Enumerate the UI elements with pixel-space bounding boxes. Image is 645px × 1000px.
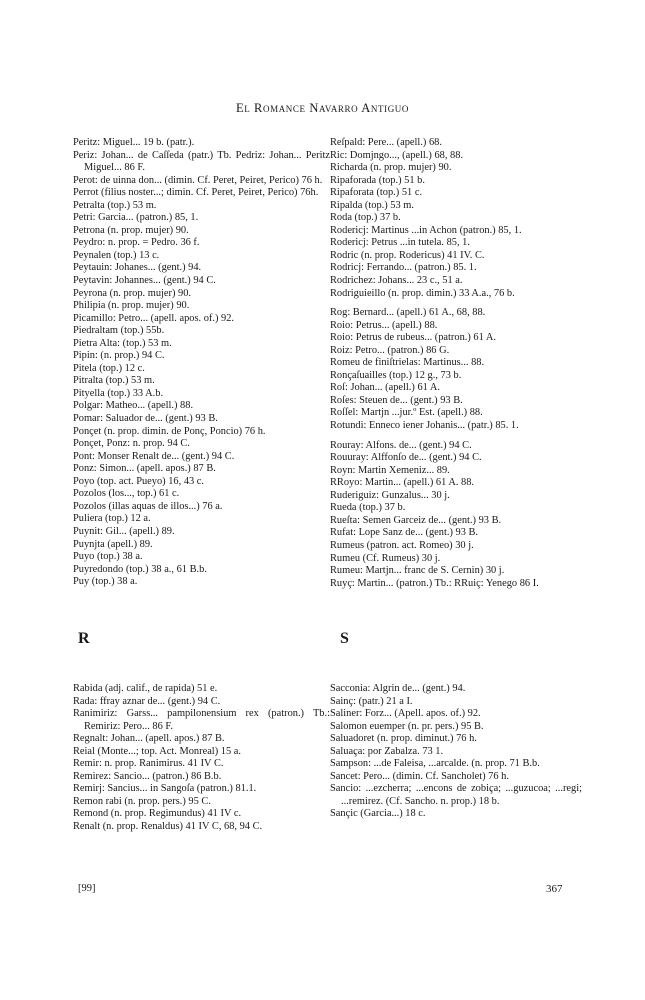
index-entry: Saluaҫa: por Zabalza. 73 1. [330,745,444,757]
index-entry: Pityella (top.) 33 A.b. [73,387,164,399]
index-column-left [73,137,330,589]
index-entry: Roſes: Steuen de... (gent.) 93 B. [330,394,463,406]
index-entry: Reſpald: Pere... (apell.) 68. [330,137,442,148]
index-entry: Remirj: Sancius... in Sangoſa (patron.) 81.1. [73,783,257,795]
page-label-bracketed: [99] [78,883,96,894]
index-entry: Sançic (Garcia...) 18 c. [330,808,426,820]
index-entry: Piedraltam (top.) 55b. [73,325,165,337]
index-entry: Remir: n. prop. Ranimirus. 41 IV C. [73,758,224,770]
index-entry: Pozolos (illas aquas de illos...) 76 a. [73,500,223,512]
index-column-right [330,137,582,590]
index-entry: Ripaforata (top.) 51 c. [330,187,423,199]
index-entry: Sainç: (patr.) 21 a I. [330,695,413,707]
index-entry: Remond (n. prop. Regimundus) 41 IV c. [73,808,242,820]
index-entry: Richarda (n. prop. mujer) 90. [330,162,452,174]
index-entry: Rufat: Lope Sanz de... (gent.) 93 B. [330,527,479,539]
index-entry: Rumeus (patron. act. Romeo) 30 j. [330,539,474,551]
entry-gap [330,300,582,307]
index-entry: Rodrichez: Johans... 23 c., 51 a. [330,275,463,287]
index-entry: Puyo (top.) 38 a. [73,551,143,563]
index-column-left-r [73,683,330,834]
index-entry: Ruyç: Martin... (patron.) Tb.: RRuiç: Yenego 86 I. [330,577,539,589]
index-entry: Ripaforada (top.) 51 b. [330,174,425,186]
index-entry: Ripalda (top.) 53 m. [330,199,414,211]
index-entry: Pitralta (top.) 53 m. [73,375,155,387]
index-entry: Roio: Petrus... (apell.) 88. [330,319,438,331]
index-entry: Pietra Alta: (top.) 53 m. [73,337,172,349]
index-entry: Roſſel: Martjn ...jur.º Est. (apell.) 88. [330,407,483,419]
index-entry: Pont: Monser Renalt de... (gent.) 94 C. [73,450,235,462]
index-entry: Ric: Domjngo..., (apell.) 68, 88. [330,149,464,161]
index-entry: Sampson: ...de Faleisa, ...arcalde. (n. prop. 71 B.b. [330,758,540,770]
index-entry: Saliner: Forz... (Apell. apos. of.) 92. [330,708,481,720]
index-entry: Perot: de uinna don... (dimin. Cf. Peret, Peiret, Perico) 76 h. [73,174,323,186]
index-entry: Puyredondo (top.) 38 a., 61 B.b. [73,563,207,575]
index-entry: RRoyo: Martin... (apell.) 61 A. 88. [330,477,475,489]
index-column-right-s [330,683,582,821]
index-entry: Poyo (top. act. Pueyo) 16, 43 c. [73,475,205,487]
index-entry: Rodriguieillo (n. prop. dimin.) 33 A.a., 76 b. [330,287,515,299]
index-entry: Ponz: Simon... (apell. apos.) 87 B. [73,463,216,475]
index-entry: Pipin: (n. prop.) 94 C. [73,350,165,362]
index-entry: Picamillo: Petro... (apell. apos. of.) 92. [73,312,235,324]
index-entry: Ponçet, Ponz: n. prop. 94 C. [73,438,190,450]
index-entry: Rueda (top.) 37 b. [330,502,406,514]
index-entry: Petralta (top.) 53 m. [73,199,157,211]
index-entry: Rotundi: Enneco iener Johanis... (patr.) 85. 1. [330,420,519,432]
index-entry: Puynjta (apell.) 89. [73,538,153,550]
index-entry: Rabida (adj. calif., de rapida) 51 e. [73,683,218,694]
index-entry: Royn: Martin Xemeniz... 89. [330,464,450,476]
index-entry: Sancio: ...ezcherra; ...encons de zobiҫa; ...guzucoa; ...regi; ...remirez. (Cf. Sancho. n. prop.) 18 b. [330,783,582,807]
index-entry: Petri: Garcia... (patron.) 85, 1. [73,212,199,224]
index-entry: Perrot (filius noster...; dimin. Cf. Peret, Peiret, Perico) 76h. [73,187,319,199]
entry-gap [330,433,582,440]
index-entry: Pitela (top.) 12 c. [73,362,145,374]
index-entry: Renalt (n. prop. Renaldus) 41 IV C, 68, 94 C. [73,821,263,833]
index-entry: Ruderiguiz: Gunzalus... 30 j. [330,489,450,501]
index-entry: Rumeu (Cf. Rumeus) 30 j. [330,552,441,564]
index-entry: Roſ: Johan... (apell.) 61 A. [330,382,440,394]
index-entry: Petrona (n. prop. mujer) 90. [73,224,189,236]
index-entry: Polgar: Matheo... (apell.) 88. [73,400,194,412]
index-entry: Rodric (n. prop. Rodericus) 41 IV. C. [330,249,485,261]
index-entry: Pomar: Saluador de... (gent.) 93 B. [73,413,218,425]
index-entry: Reial (Monte...; top. Act. Monreal) 15 a. [73,745,241,757]
index-entry: Puy (top.) 38 a. [73,576,138,588]
section-letter-r: R [78,630,90,647]
index-entry: Rouuray: Alffonſo de... (gent.) 94 C. [330,452,482,464]
index-entry: Rodericj: Petrus ...in tutela. 85, 1. [330,237,470,249]
index-entry: Roda (top.) 37 b. [330,212,401,224]
index-entry: Philipia (n. prop. mujer) 90. [73,300,190,312]
index-entry: Peynalen (top.) 13 c. [73,249,160,261]
index-entry: Peytavin: Johannes... (gent.) 94 C. [73,275,216,287]
index-entry: Roio: Petrus de rubeus... (patron.) 61 A. [330,332,496,344]
running-header: El Romance Navarro Antiguo [236,101,409,115]
page-number: 367 [546,883,563,895]
index-entry: Sacconia: Algrin de... (gent.) 94. [330,683,466,694]
index-entry: Rog: Bernard... (apell.) 61 A., 68, 88. [330,307,486,319]
index-entry: Peytauin: Johanes... (gent.) 94. [73,262,202,274]
index-entry: Saluadoret (n. prop. diminut.) 76 h. [330,733,477,745]
index-entry: Ponçet (n. prop. dimin. de Ponç, Poncio) 76 h. [73,425,266,437]
index-entry: Rouray: Alfons. de... (gent.) 94 C. [330,439,472,451]
index-entry: Pozolos (los..., top.) 61 c. [73,488,180,500]
index-entry: Rodricj: Ferrando... (patron.) 85. 1. [330,262,477,274]
index-entry: Peritz: Miguel... 19 b. (patr.). [73,137,195,148]
index-entry: Rodericj: Martinus ...in Achon (patron.) 85, 1. [330,224,522,236]
index-entry: Puliera (top.) 12 a. [73,513,151,525]
index-entry: Remirez: Sancio... (patron.) 86 B.b. [73,770,222,782]
index-entry: Sancet: Pero... (dimin. Cf. Sancholet) 76 h. [330,770,509,782]
index-entry: Rumeu: Martjn... franc de S. Cernin) 30 j. [330,565,505,577]
index-entry: Puynit: Gil... (apell.) 89. [73,525,175,537]
index-entry: Rada: ffray aznar de... (gent.) 94 C. [73,695,221,707]
index-entry: Peydro: n. prop. = Pedro. 36 f. [73,237,200,249]
index-entry: Peyrona (n. prop. mujer) 90. [73,287,192,299]
index-entry: Romeu de finiſtrielas: Martinus... 88. [330,357,485,369]
index-entry: Remon rabi (n. prop. pers.) 95 C. [73,795,211,807]
index-entry: Ranimiriz: Garss... pampilonensium rex (patron.) Tb.: Remiriz: Pero... 86 F. [73,708,330,732]
index-entry: Ronçaſuailles (top.) 12 g., 73 b. [330,369,462,381]
index-entry: Salomon euemper (n. pr. pers.) 95 B. [330,720,484,732]
index-entry: Regnalt: Johan... (apell. apos.) 87 B. [73,733,225,745]
index-entry: Roiz: Petro... (patron.) 86 G. [330,344,450,356]
index-entry: Rueſta: Semen Garceiz de... (gent.) 93 B. [330,514,502,526]
index-entry: Periz: Johan... de Caſſeda (patr.) Tb. Pedriz: Johan... Peritz Miguel... 86 F. [73,149,330,174]
section-letter-s: S [340,630,349,647]
